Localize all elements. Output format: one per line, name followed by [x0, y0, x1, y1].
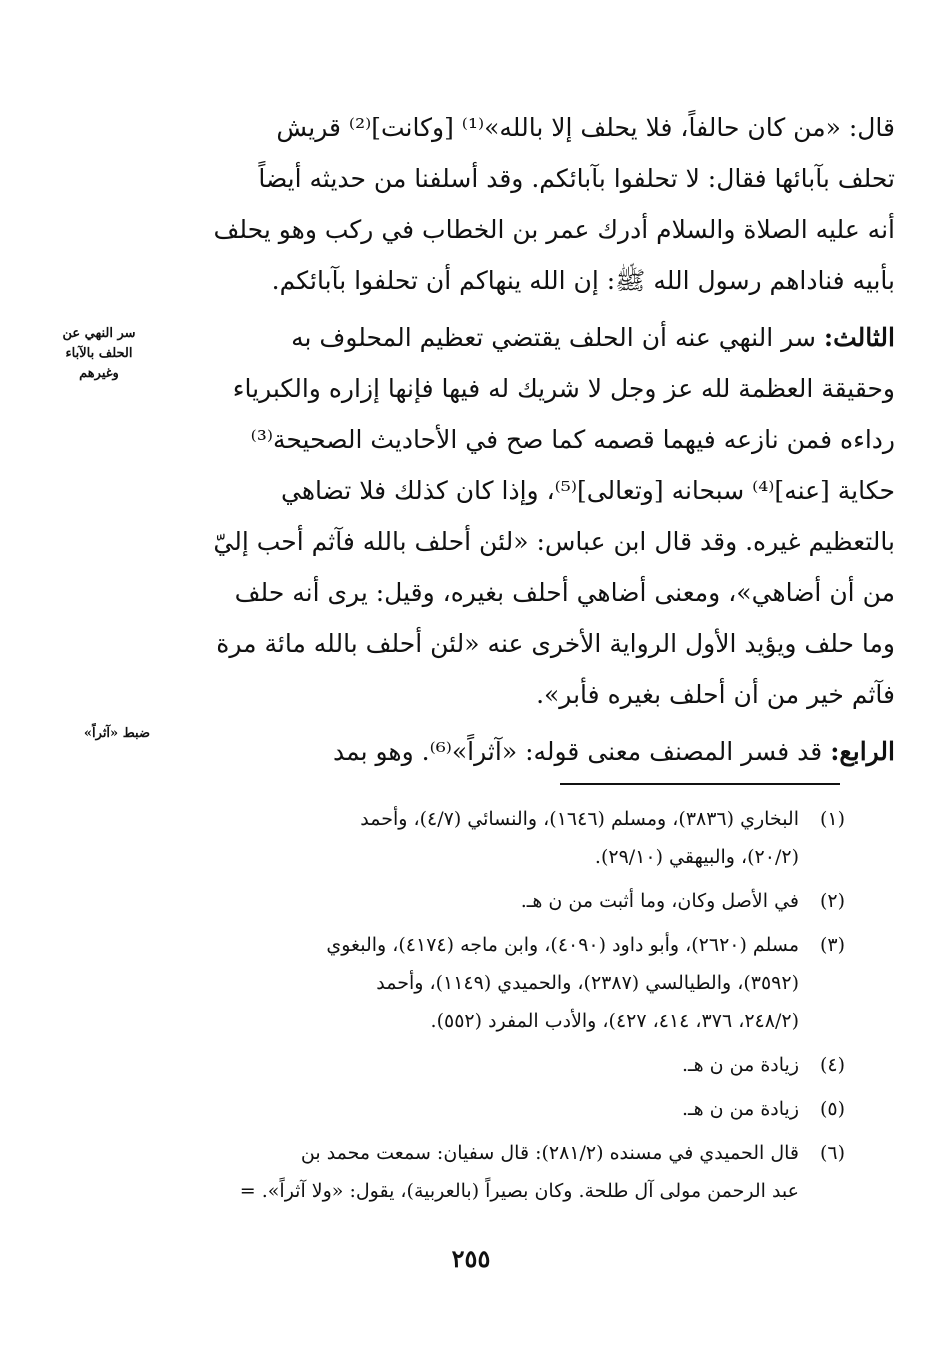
- margin-note-line: سر النهي عن: [62, 326, 136, 341]
- footnote: [170, 1134, 845, 1210]
- paragraph-third-first-line: [150, 312, 895, 363]
- footnote-text: [170, 882, 799, 920]
- footnote-line: (٢٤٨/٢، ٣٧٦، ٤١٤، ٤٢٧)، والأدب المفرد (٥٥٢).: [430, 1010, 799, 1032]
- text-line: فآثم خير من أن أحلف بغيره فأبر».: [536, 680, 895, 709]
- text-line: وحقيقة العظمة لله عز وجل لا شريك له فيها فإنها إزاره والكبرياء: [232, 374, 895, 403]
- footnote: [170, 882, 845, 920]
- footnote-number: (٤): [819, 1054, 845, 1076]
- footnote: [170, 1090, 845, 1128]
- text-line: حكاية [عنه]⁽⁴⁾ سبحانه [وتعالى]⁽⁵⁾، وإذا كان كذلك فلا تضاهي: [281, 476, 895, 505]
- text-line: وما حلف ويؤيد الأول الرواية الأخرى عنه «لئن أحلف بالله مائة مرة: [216, 629, 895, 658]
- margin-note-line: الحلف بالآباء: [65, 346, 133, 361]
- text-line: رداءه فمن نازعه فيهما قصمه كما صح في الأحاديث الصحيحة⁽³⁾: [250, 425, 895, 454]
- text-line: تحلف بآبائها فقال: لا تحلفوا بآبائكم. وقد أسلفنا من حديثه أيضاً: [258, 164, 895, 193]
- text-line: أنه عليه الصلاة والسلام أدرك عمر بن الخطاب في ركب وهو يحلف: [213, 215, 895, 244]
- footnote: [170, 926, 845, 1040]
- paragraph-label: الرابع:: [830, 737, 895, 766]
- text-line: بأبيه فناداهم رسول الله ﷺ: إن الله ينهاكم أن تحلفوا بآبائكم.: [271, 266, 895, 295]
- text-line: من أن أضاهي»، ومعنى أضاهي أحلف بغيره، وقيل: يرى أنه حلف: [234, 578, 895, 607]
- footnote-line: (٢٠/٢)، والبيهقي (٢٩/١٠).: [594, 846, 799, 868]
- text-line: قال: «من كان حالفاً، فلا يحلف إلا بالله»⁽¹⁾ [وكانت]⁽²⁾ قريش: [276, 113, 895, 142]
- footnote-text: [170, 1090, 799, 1128]
- paragraph-label: الثالث:: [823, 323, 895, 352]
- footnote-text: [170, 800, 799, 876]
- text-line: سر النهي عنه أن الحلف يقتضي تعظيم المحلوف به: [291, 323, 816, 352]
- footnote-number: (٣): [819, 934, 845, 956]
- footnote-number: (٦): [819, 1142, 845, 1164]
- footnote-line: زيادة من ن هـ.: [681, 1054, 799, 1076]
- footnote-line: قال الحميدي في مسنده (٢٨١/٢): قال سفيان: سمعت محمد بن: [300, 1142, 799, 1164]
- text-line: قد فسر المصنف معنى قوله: «آثراً»⁽⁶⁾. وهو بمد: [333, 737, 823, 766]
- margin-note-line: وغيرهم: [79, 366, 119, 381]
- footnote-number: (١): [819, 808, 845, 830]
- footnote-line: في الأصل وكان، وما أثبت من ن هـ.: [520, 890, 799, 912]
- footnote-text: [170, 1046, 799, 1084]
- footnote-line: (٣٥٩٢)، والطيالسي (٢٣٨٧)، والحميدي (١١٤٩)، وأحمد: [376, 972, 799, 994]
- main-text: [150, 102, 895, 777]
- footnote-text: [170, 1134, 799, 1210]
- footnote: [170, 800, 845, 876]
- footnote-number: (٥): [819, 1098, 845, 1120]
- footnote-line: عبد الرحمن مولى آل طلحة. وكان بصيراً (بالعربية)، يقول: «ولا آثراً». =: [239, 1180, 799, 1202]
- footnote-line: البخاري (٣٨٣٦)، ومسلم (١٦٤٦)، والنسائي (٤/٧)، وأحمد: [360, 808, 799, 830]
- footnote-text: [170, 926, 799, 1040]
- footnote-divider: [560, 783, 840, 785]
- text-line: بالتعظيم غيره. وقد قال ابن عباس: «لئن أحلف بالله فآثم أحب إليّ: [213, 527, 895, 556]
- margin-note: [48, 324, 150, 384]
- page-number: ٢٥٥: [451, 1244, 491, 1273]
- footnotes: [170, 800, 845, 1216]
- margin-note-tail: ضبط «آثراً»: [83, 726, 150, 741]
- footnote: [170, 1046, 845, 1084]
- footnote-line: زيادة من ن هـ.: [681, 1098, 799, 1120]
- paragraph-fourth: [150, 726, 895, 777]
- footnote-number: (٢): [819, 890, 845, 912]
- footnote-line: مسلم (٢٦٢٠)، وأبو داود (٤٠٩٠)، وابن ماجه (٤١٧٤)، والبغوي: [326, 934, 799, 956]
